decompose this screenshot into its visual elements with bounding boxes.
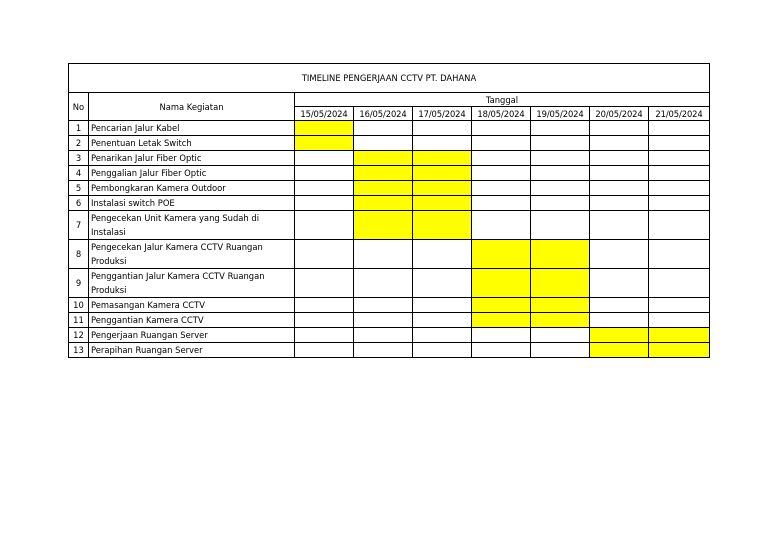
day-cell <box>590 121 649 136</box>
scheduled-day-cell <box>531 313 590 328</box>
task-name: Penentuan Letak Switch <box>89 136 295 151</box>
table-row <box>69 343 710 358</box>
day-cell <box>590 269 649 298</box>
task-number: 4 <box>69 166 89 181</box>
day-cell <box>354 313 413 328</box>
task-number: 5 <box>69 181 89 196</box>
day-cell <box>649 269 710 298</box>
day-cell <box>472 211 531 240</box>
task-name: Instalasi switch POE <box>89 196 295 211</box>
day-cell <box>531 136 590 151</box>
day-cell <box>531 166 590 181</box>
day-cell <box>472 181 531 196</box>
table-row <box>69 313 710 328</box>
day-cell <box>649 151 710 166</box>
table-row <box>69 196 710 211</box>
day-cell <box>413 121 472 136</box>
day-cell <box>590 240 649 269</box>
scheduled-day-cell <box>354 151 413 166</box>
date-header: 16/05/2024 <box>354 107 413 121</box>
date-header: 15/05/2024 <box>295 107 354 121</box>
task-name: Pengerjaan Ruangan Server <box>89 328 295 343</box>
table-row <box>69 240 710 269</box>
day-cell <box>649 181 710 196</box>
scheduled-day-cell <box>413 211 472 240</box>
scheduled-day-cell <box>472 313 531 328</box>
day-cell <box>413 136 472 151</box>
day-cell <box>649 313 710 328</box>
day-cell <box>590 211 649 240</box>
day-cell <box>354 343 413 358</box>
task-number: 1 <box>69 121 89 136</box>
scheduled-day-cell <box>354 181 413 196</box>
task-number: 6 <box>69 196 89 211</box>
task-name: Pencarian Jalur Kabel <box>89 121 295 136</box>
day-cell <box>590 166 649 181</box>
date-header: 20/05/2024 <box>590 107 649 121</box>
scheduled-day-cell <box>354 166 413 181</box>
scheduled-day-cell <box>649 328 710 343</box>
day-cell <box>472 136 531 151</box>
scheduled-day-cell <box>472 269 531 298</box>
date-header: 17/05/2024 <box>413 107 472 121</box>
scheduled-day-cell <box>413 181 472 196</box>
day-cell <box>649 298 710 313</box>
day-cell <box>295 313 354 328</box>
scheduled-day-cell <box>354 196 413 211</box>
table-title: TIMELINE PENGERJAAN CCTV PT. DAHANA <box>69 64 710 93</box>
scheduled-day-cell <box>472 298 531 313</box>
day-cell <box>649 211 710 240</box>
scheduled-day-cell <box>413 166 472 181</box>
day-cell <box>354 328 413 343</box>
day-cell <box>354 298 413 313</box>
task-name: Pengecekan Jalur Kamera CCTV Ruangan Produksi <box>89 240 295 269</box>
task-number: 7 <box>69 211 89 240</box>
date-header: 19/05/2024 <box>531 107 590 121</box>
day-cell <box>295 240 354 269</box>
date-header: 18/05/2024 <box>472 107 531 121</box>
day-cell <box>531 181 590 196</box>
day-cell <box>413 313 472 328</box>
day-cell <box>413 269 472 298</box>
task-name: Perapihan Ruangan Server <box>89 343 295 358</box>
header-nama-kegiatan: Nama Kegiatan <box>89 93 295 121</box>
task-number: 2 <box>69 136 89 151</box>
day-cell <box>295 181 354 196</box>
scheduled-day-cell <box>354 211 413 240</box>
day-cell <box>413 328 472 343</box>
table-row <box>69 181 710 196</box>
day-cell <box>295 196 354 211</box>
task-number: 10 <box>69 298 89 313</box>
timeline-table <box>68 63 710 358</box>
day-cell <box>413 343 472 358</box>
day-cell <box>295 298 354 313</box>
task-name: Penggalian Jalur Fiber Optic <box>89 166 295 181</box>
task-number: 8 <box>69 240 89 269</box>
day-cell <box>413 298 472 313</box>
day-cell <box>649 240 710 269</box>
day-cell <box>649 121 710 136</box>
day-cell <box>354 136 413 151</box>
scheduled-day-cell <box>590 343 649 358</box>
scheduled-day-cell <box>531 240 590 269</box>
day-cell <box>413 240 472 269</box>
scheduled-day-cell <box>413 196 472 211</box>
day-cell <box>354 240 413 269</box>
day-cell <box>531 196 590 211</box>
header-no: No <box>69 93 89 121</box>
day-cell <box>295 343 354 358</box>
day-cell <box>354 269 413 298</box>
scheduled-day-cell <box>472 240 531 269</box>
task-name: Pengecekan Unit Kamera yang Sudah di Instalasi <box>89 211 295 240</box>
day-cell <box>295 166 354 181</box>
task-name: Penggantian Kamera CCTV <box>89 313 295 328</box>
scheduled-day-cell <box>649 343 710 358</box>
scheduled-day-cell <box>531 298 590 313</box>
day-cell <box>649 136 710 151</box>
day-cell <box>531 121 590 136</box>
task-rows <box>69 121 710 358</box>
day-cell <box>295 269 354 298</box>
scheduled-day-cell <box>531 269 590 298</box>
table-row <box>69 136 710 151</box>
day-cell <box>590 151 649 166</box>
day-cell <box>472 121 531 136</box>
date-header: 21/05/2024 <box>649 107 710 121</box>
task-name: Pemasangan Kamera CCTV <box>89 298 295 313</box>
day-cell <box>472 328 531 343</box>
task-number: 11 <box>69 313 89 328</box>
table-row <box>69 151 710 166</box>
task-number: 9 <box>69 269 89 298</box>
scheduled-day-cell <box>295 136 354 151</box>
day-cell <box>295 151 354 166</box>
day-cell <box>472 196 531 211</box>
table-row <box>69 211 710 240</box>
header-tanggal: Tanggal <box>295 93 710 107</box>
day-cell <box>531 151 590 166</box>
day-cell <box>649 196 710 211</box>
day-cell <box>295 328 354 343</box>
day-cell <box>295 211 354 240</box>
table-row <box>69 121 710 136</box>
task-name: Penarikan Jalur Fiber Optic <box>89 151 295 166</box>
day-cell <box>590 298 649 313</box>
day-cell <box>590 313 649 328</box>
day-cell <box>531 343 590 358</box>
task-name: Penggantian Jalur Kamera CCTV Ruangan Produksi <box>89 269 295 298</box>
table-row <box>69 328 710 343</box>
day-cell <box>472 343 531 358</box>
day-cell <box>590 196 649 211</box>
day-cell <box>472 151 531 166</box>
scheduled-day-cell <box>590 328 649 343</box>
day-cell <box>354 121 413 136</box>
task-number: 3 <box>69 151 89 166</box>
day-cell <box>590 181 649 196</box>
day-cell <box>531 328 590 343</box>
day-cell <box>649 166 710 181</box>
day-cell <box>590 136 649 151</box>
task-name: Pembongkaran Kamera Outdoor <box>89 181 295 196</box>
day-cell <box>472 166 531 181</box>
task-number: 13 <box>69 343 89 358</box>
timeline-sheet <box>68 63 709 358</box>
table-row <box>69 298 710 313</box>
day-cell <box>531 211 590 240</box>
table-row <box>69 269 710 298</box>
task-number: 12 <box>69 328 89 343</box>
scheduled-day-cell <box>295 121 354 136</box>
scheduled-day-cell <box>413 151 472 166</box>
table-row <box>69 166 710 181</box>
